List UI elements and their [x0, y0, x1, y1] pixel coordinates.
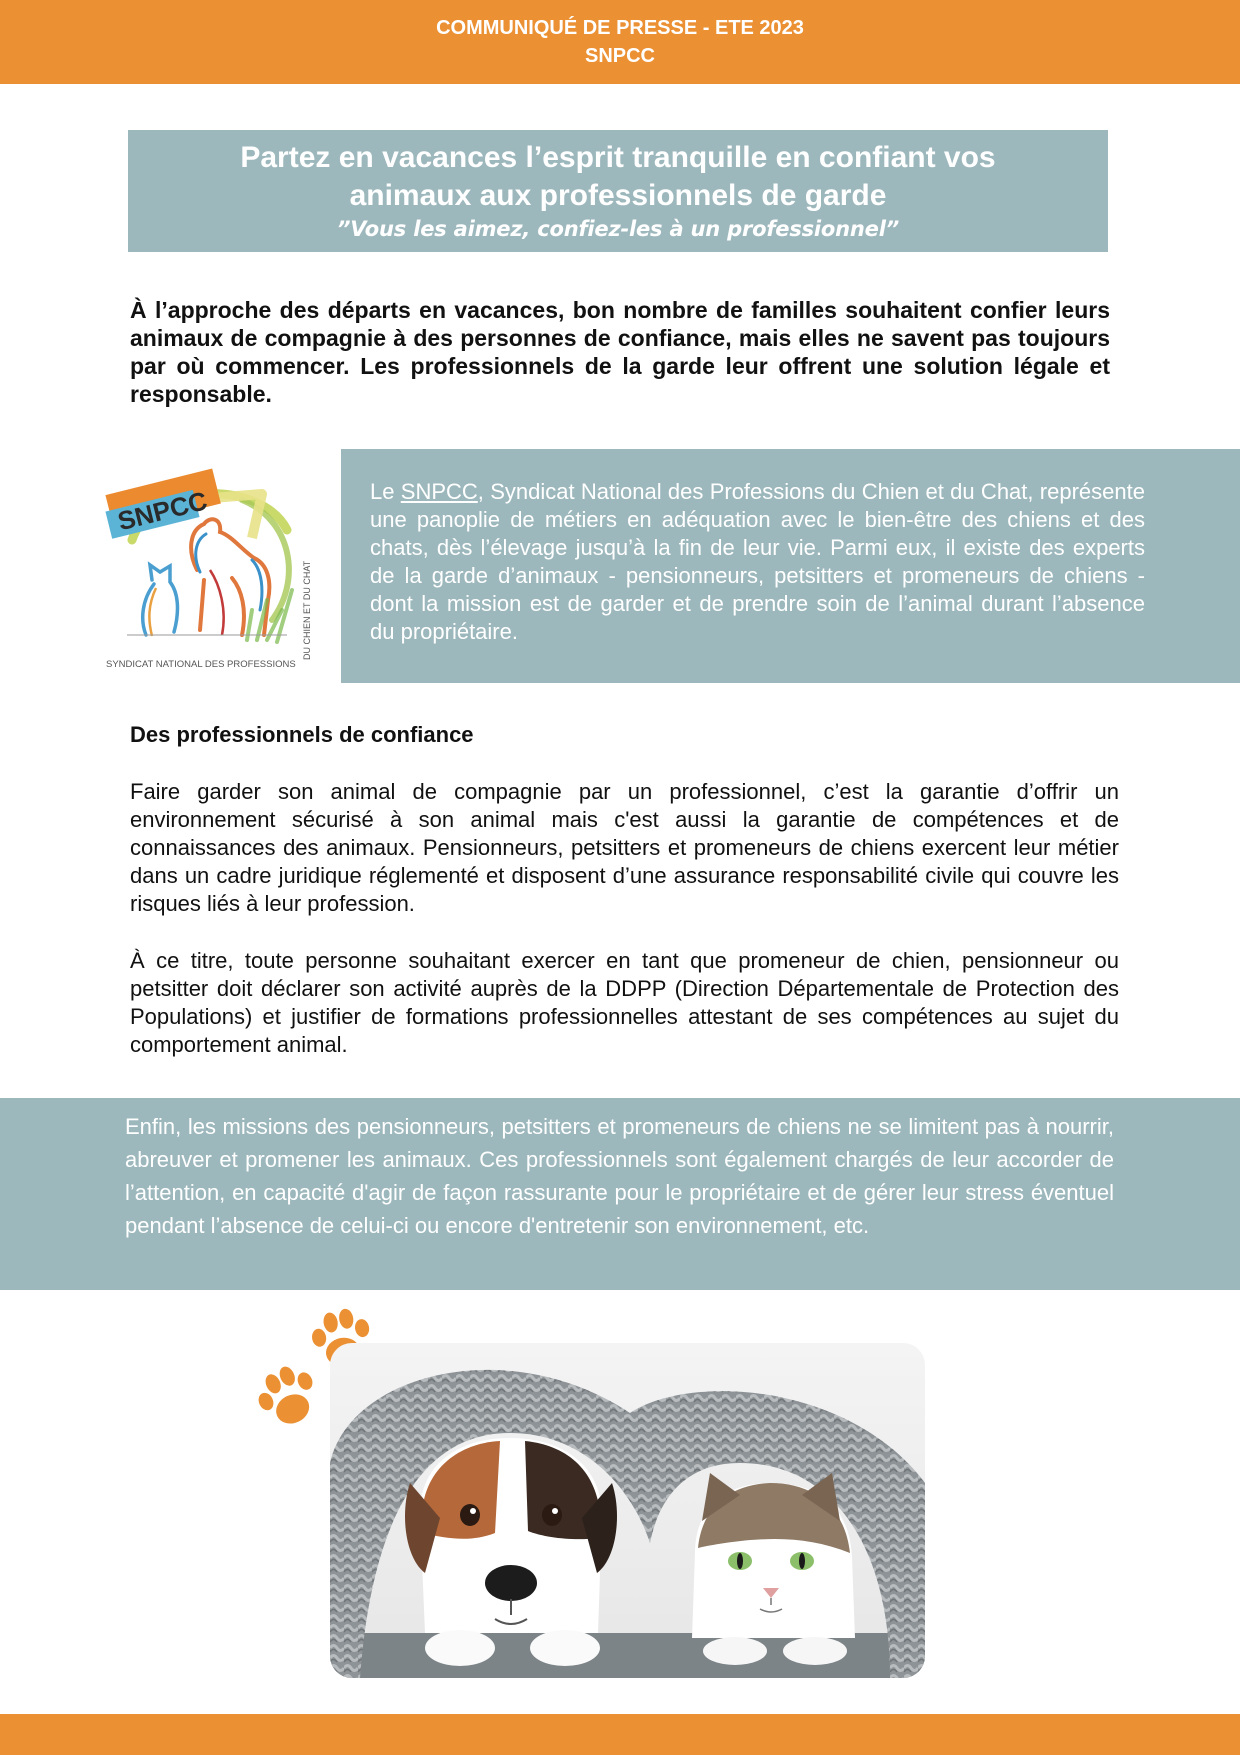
missions-box: Enfin, les missions des pensionneurs, petsitters et promeneurs de chiens ne se limitent pas à nourrir, abreuver et promener les animaux. Ces professionnels sont également chargés de leur accorder de l’attention, en capacité d'agir de façon rassurante pour le propriétaire et de gérer leur stress éventuel pendant l’absence de celui-ci ou encore d'entretenir son environnement, etc.: [0, 1098, 1240, 1290]
footer-band: [0, 1714, 1240, 1755]
title-line-2: animaux aux professionnels de garde: [349, 179, 887, 212]
title-box: [128, 130, 1108, 252]
snpcc-prefix: Le: [370, 479, 401, 504]
paragraph-2: À ce titre, toute personne souhaitant exercer en tant que promeneur de chien, pensionneur ou petsitter doit déclarer son activité auprès de la DDPP (Direction Départementale de Protection des Populations) et justifier de formations professionnelles attestant de ses compétences au sujet du comportement animal.: [130, 948, 1119, 1057]
dog-cat-illustration: [330, 1343, 925, 1678]
snpcc-info-box: [341, 449, 1240, 683]
snpcc-logo: [92, 460, 322, 675]
paragraph-1: Faire garder son animal de compagnie par un professionnel, c’est la garantie d’offrir un environnement sécurisé à son animal mais c'est aussi la garantie de compétences et de connaissances des animaux. Pensionneurs, petsitters et promeneurs de chiens exercent leur métier dans un cadre juridique réglementé et disposent d’une assurance responsabilité civile qui couvre les risques liés à leur profession.: [130, 779, 1119, 916]
title-tagline: ”Vous les aimez, confiez-les à un professionnel”: [336, 217, 900, 241]
header-line-2: SNPCC: [584, 45, 655, 67]
logo-caption-side: DU CHIEN ET DU CHAT: [302, 560, 312, 660]
paw-print-icon: [255, 1364, 321, 1434]
snpcc-logo-graphic: [92, 460, 322, 675]
logo-caption-bottom: SYNDICAT NATIONAL DES PROFESSIONS: [106, 659, 296, 670]
logo-badge-text: SNPCC: [114, 485, 211, 537]
snpcc-text: , Syndicat National des Professions du Chien et du Chat, représente une panoplie de métiers en adéquation avec le bien-être des chiens et des chats, dès l’élevage jusqu’à la fin de leur vie. Parmi eux, il existe des experts de la garde d’animaux - pensionneurs, petsitters et promeneurs de chiens - dont la mission est de garder et de prendre soin de l’animal durant l’absence du propriétaire.: [370, 479, 1145, 644]
header-band: [0, 0, 1240, 84]
title-line-1: Partez en vacances l’esprit tranquille en confiant vos: [240, 141, 996, 174]
snpcc-link[interactable]: SNPCC: [400, 479, 478, 504]
section-heading: Des professionnels de confiance: [130, 722, 474, 747]
dog-cat-photo: [330, 1343, 925, 1678]
header-line-1: COMMUNIQUÉ DE PRESSE - ETE 2023: [436, 17, 804, 39]
lead-paragraph: À l’approche des départs en vacances, bon nombre de familles souhaitent confier leurs animaux de compagnie à des personnes de confiance, mais elles ne savent pas toujours par où commencer. Les professionnels de la garde leur offrent une solution légale et responsable.: [130, 297, 1110, 407]
